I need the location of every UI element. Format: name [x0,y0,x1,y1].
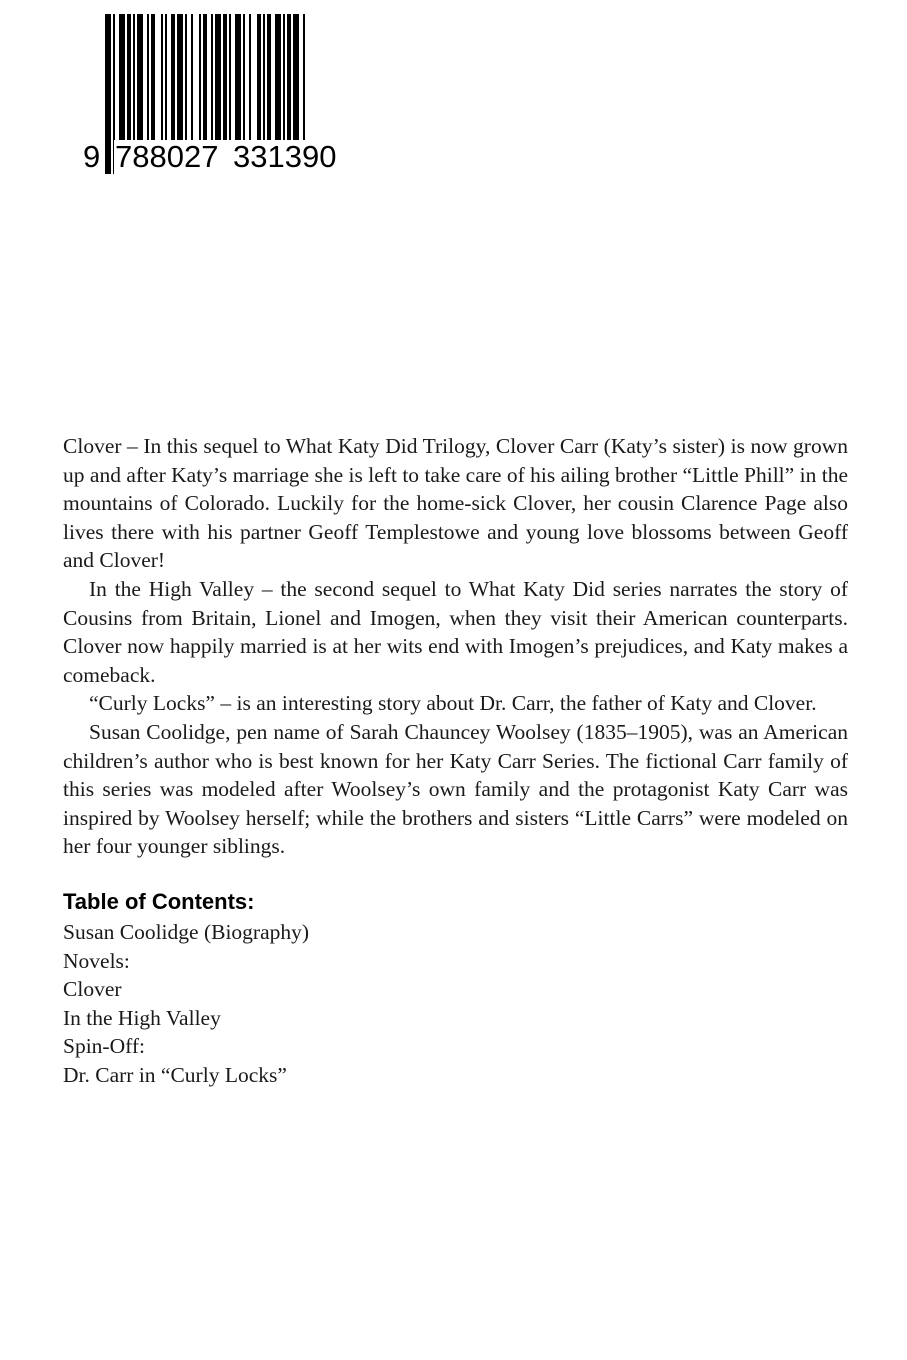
toc-item: Clover [63,977,122,1002]
barcode-bar [293,14,299,140]
toc-list [63,918,848,1090]
barcode-bar [127,14,131,140]
barcode-bar [243,14,245,140]
barcode-bar [151,14,155,140]
toc-item: Susan Coolidge (Biography) [63,919,310,944]
toc-item: Dr. Carr in “Curly Locks” [63,1062,287,1087]
barcode-bar [165,14,167,140]
barcode-bar [257,14,261,140]
barcode-bar [223,14,227,140]
isbn-group-right: 331390 [233,139,337,174]
barcode-bar [249,14,251,140]
isbn-prefix: 9 [83,139,101,174]
description-paragraph: Susan Coolidge, pen name of Sarah Chauncey Woolsey (1835–1905), was an American children’s author who is best known for her Katy Carr Series. The fictional Carr family of this series was modeled after Woolsey’s own family and the protagonist Katy Carr was inspired by Woolsey herself; while the brothers and sisters “Little Carrs” were modeled on her four younger siblings. [63,719,848,859]
barcode-bar [283,14,285,140]
description-paragraph: In the High Valley – the second sequel to What Katy Did series narrates the story of Cousins from Britain, Lionel and Imogen, when they visit their American counterparts. Clover now happily married is at her wits end with Imogen’s prejudices, and Katy makes a comeback. [63,576,848,687]
barcode-bar [275,14,281,140]
barcode-bar [177,14,183,140]
barcode-bar [263,14,265,140]
barcode-bar [199,14,201,140]
barcode-bar [147,14,149,140]
barcode-bar [287,14,291,140]
barcode-bar [185,14,187,140]
barcode-bar [137,14,143,140]
description-paragraph: Clover – In this sequel to What Katy Did Trilogy, Clover Carr (Katy’s sister) is now grown up and after Katy’s marriage she is left to take care of his ailing brother “Little Phill” in the mountains of Colorado. Luckily for the home-sick Clover, her cousin Clarence Page also lives there with his partner Geoff Templestowe and young love blossoms between Geoff and Clover! [63,434,848,573]
barcode-bar [119,14,125,140]
back-cover-text [63,432,848,1089]
barcode-bar [235,14,241,140]
barcode-bar [229,14,231,140]
isbn-number [80,140,354,174]
toc-heading: Table of Contents: [63,888,255,914]
toc-item: In the High Valley [63,1005,221,1030]
barcode-bar [133,14,135,140]
barcode-bar [215,14,221,140]
barcode-bar [267,14,271,140]
barcode-bar [161,14,163,140]
toc-item: Spin-Off: [63,1034,146,1059]
isbn-group-left: 788027 [115,139,219,174]
barcode-bar [171,14,175,140]
barcode-bar [191,14,193,140]
description-paragraph: “Curly Locks” – is an interesting story about Dr. Carr, the father of Katy and Clover. [89,691,817,716]
toc-item: Novels: [63,948,130,973]
